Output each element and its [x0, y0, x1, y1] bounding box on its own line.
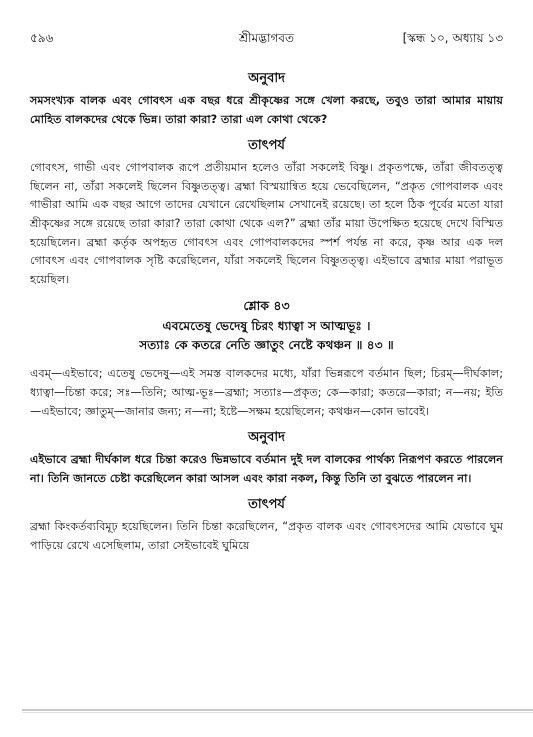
- verse-line-1: এবমেতেষু ভেদেষু চিরং ধ্যাত্বা স আত্মভূঃ ।: [162, 319, 371, 334]
- book-title: শ্রীমদ্ভাগবত: [238, 31, 294, 45]
- translation2-heading: অনুবাদ: [248, 430, 285, 446]
- page-number: ৫৯৬: [30, 31, 54, 45]
- chapter-reference: [স্কন্ধ ১০, অধ্যায় ১৩: [402, 31, 503, 45]
- page-body: [30, 70, 503, 564]
- translation2-text: এইভাবে ব্রহ্মা দীর্ঘকাল ধরে চিন্তা করেও ভিন্নভাবে বর্তমান দুই দল বালকের পার্থক্য নিরূপণ করতে পারলেন না। তিনি জানতে চেষ্টা করেছিলেন কারা আসল এবং কারা নকল, কিন্তু তিনি তা বুঝতে পারলেন না।: [30, 453, 503, 485]
- translation-heading: অনুবাদ: [248, 71, 285, 86]
- verse-line-2: সত্যাঃ কে কতরে নেতি জ্ঞাতুং নেষ্টে কথঞ্চন ॥ ৪৩ ॥: [139, 338, 394, 353]
- bottom-divider-shadow: [22, 712, 533, 713]
- verse-title: শ্লোক ৪৩: [243, 298, 290, 314]
- bottom-divider: [22, 709, 533, 711]
- purport2-heading: তাৎপর্য: [248, 497, 285, 513]
- synonyms-text: এবম্—এইভাবে; এতেষু ভেদেষু—এই সমস্ত বালকদের মধ্যে, যাঁরা ভিন্নরূপে বর্তমান ছিল; চিরম্—দীর্ঘকাল; ধ্যাত্বা—চিন্তা করে; সঃ—তিনি; আত্ম-ভূঃ—ব্রহ্মা; সত্যাঃ—প্রকৃত; কে—কারা; কতরে—কারা; ন—নয়; ইতি—এইভাবে; জ্ঞাতুম্—জানার জন্য; ন—না; ইষ্টে—সক্ষম হয়েছিলেন; কথঞ্চন—কোন ভাবেই।: [30, 367, 503, 418]
- translation-text: সমসংখ্যক বালক এবং গোবৎস এক বছর ধরে শ্রীকৃষ্ণের সঙ্গে খেলা করছে, তবুও তারা আমার মায়ায় মোহিত বালকদের থেকে ভিন্ন। তারা কারা? তারা এল কোথা থেকে?: [30, 94, 503, 126]
- purport-heading: তাৎপর্য: [248, 138, 285, 154]
- purport-text: গোবৎস, গাভী এবং গোপবালক রূপে প্রতীয়মান হলেও তাঁরা সকলেই বিষ্ণু। প্রকৃতপক্ষে, তাঁরা জীবতত্ত্ব ছিলেন না, তাঁরা সকলেই ছিলেন বিষ্ণুতত্ত্ব। ব্রহ্মা বিস্ময়ান্বিত হয়ে ভেবেছিলেন, “প্রকৃত গোপবালক এবং গাভীরা আমি এক বছর আগে তাদের যেখানে রেখেছিলাম সেখানেই রয়েছে। তা হলে ঠিক পূর্বের মতো যারা শ্রীকৃষ্ণের সঙ্গে রয়েছে তারা কারা? তারা কোথা থেকে এল?” ব্রহ্মা তাঁর মায়া উপেক্ষিত হয়েছে দেখে বিস্মিত হয়েছিলেন। ব্রহ্মা কর্তৃক অপহৃত গোবৎস এবং গোপবালকদের স্পর্শ পর্যন্ত না করে, কৃষ্ণ আর এক দল গোবৎস এবং গোপবালক সৃষ্টি করেছিলেন, যাঁরা সকলেই ছিলেন বিষ্ণুতত্ত্ব। এইভাবে ব্রহ্মার মায়া পরাভূত হয়েছিল।: [30, 161, 503, 286]
- purport2-text: ব্রহ্মা কিংকর্তব্যবিমূঢ় হয়েছিলেন। তিনি চিন্তা করেছিলেন, “প্রকৃত বালক এবং গোবৎসদের আমি যেভাবে ঘুম পাড়িয়ে রেখে এসেছিলাম, তারা সেইভাবেই ঘুমিয়ে: [30, 520, 503, 552]
- page-header: [30, 30, 503, 50]
